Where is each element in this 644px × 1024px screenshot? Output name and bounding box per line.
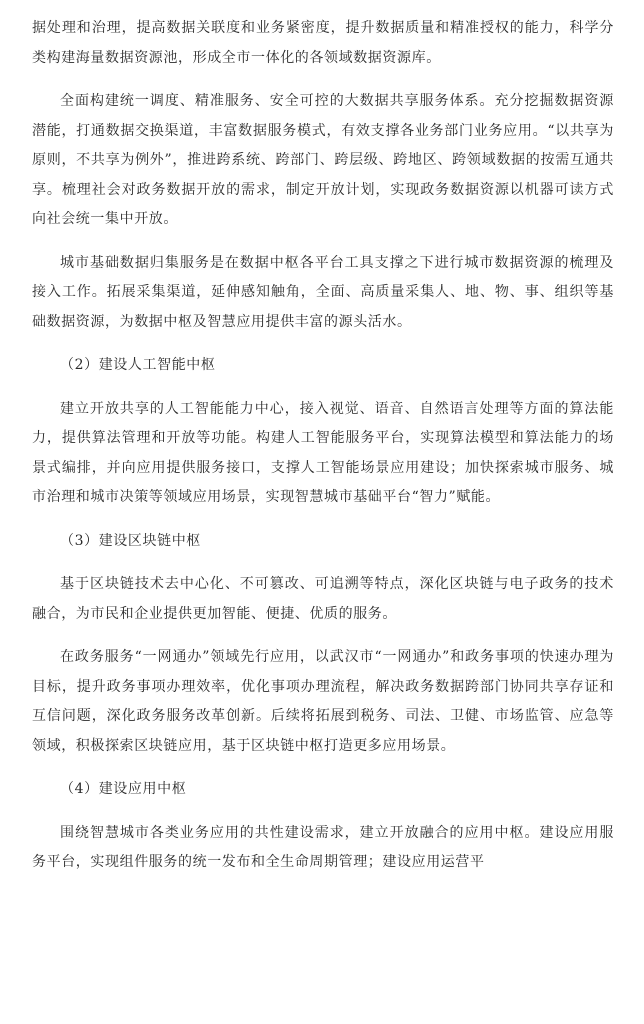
paragraph-blockchain-tech: 基于区块链技术去中心化、不可篡改、可追溯等特点，深化区块链与电子政务的技术融合，为市民和企业提供更加智能、便捷、优质的服务。 [32,576,614,622]
paragraph-data-sharing-system: 全面构建统一调度、精准服务、安全可控的大数据共享服务体系。充分挖掘数据资源潜能，打通数据交换渠道，丰富数据服务模式，有效支撑各业务部门业务应用。“以共享为原则，不共享为例外”，推进跨系统、跨部门、跨层级、跨地区、跨领域数据的按需互通共享。梳理社会对政务数据开放的需求，制定开放计划，实现政务数据资源以机器可读方式向社会统一集中开放。 [32,93,614,227]
paragraph-blockchain-gov-services: 在政务服务“一网通办”领域先行应用，以武汉市“一网通办”和政务事项的快速办理为目标，提升政务事项办理效率，优化事项办理流程，解决政务数据跨部门协同共享存证和互信问题，深化政务服务改革创新。后续将拓展到税务、司法、卫健、市场监管、应急等领域，积极探索区块链应用，基于区块链中枢打造更多应用场景。 [32,649,614,754]
paragraph-application-hub: 围绕智慧城市各类业务应用的共性建设需求，建立开放融合的应用中枢。建设应用服务平台，实现组件服务的统一发布和全生命周期管理；建设应用运营平 [32,824,614,870]
paragraph-data-governance-continued: 据处理和治理，提高数据关联度和业务紧密度，提升数据质量和精准授权的能力，科学分类构建海量数据资源池，形成全市一体化的各领域数据资源库。 [32,20,614,66]
heading-application-hub: （4）建设应用中枢 [60,781,187,797]
paragraph-ai-hub: 建立开放共享的人工智能能力中心，接入视觉、语音、自然语言处理等方面的算法能力，提供算法管理和开放等功能。构建人工智能服务平台，实现算法模型和算法能力的场景式编排，并向应用提供服务接口，支撑人工智能场景应用建设；加快探索城市服务、城市治理和城市决策等领域应用场景，实现智慧城市基础平台“智力”赋能。 [32,400,614,505]
paragraph-city-base-data: 城市基础数据归集服务是在数据中枢各平台工具支撑之下进行城市数据资源的梳理及接入工作。拓展采集渠道，延伸感知触角，全面、高质量采集人、地、物、事、组织等基础数据资源，为数据中枢及智慧应用提供丰富的源头活水。 [32,254,614,330]
heading-ai-hub: （2）建设人工智能中枢 [60,357,216,373]
heading-blockchain-hub: （3）建设区块链中枢 [60,532,201,549]
